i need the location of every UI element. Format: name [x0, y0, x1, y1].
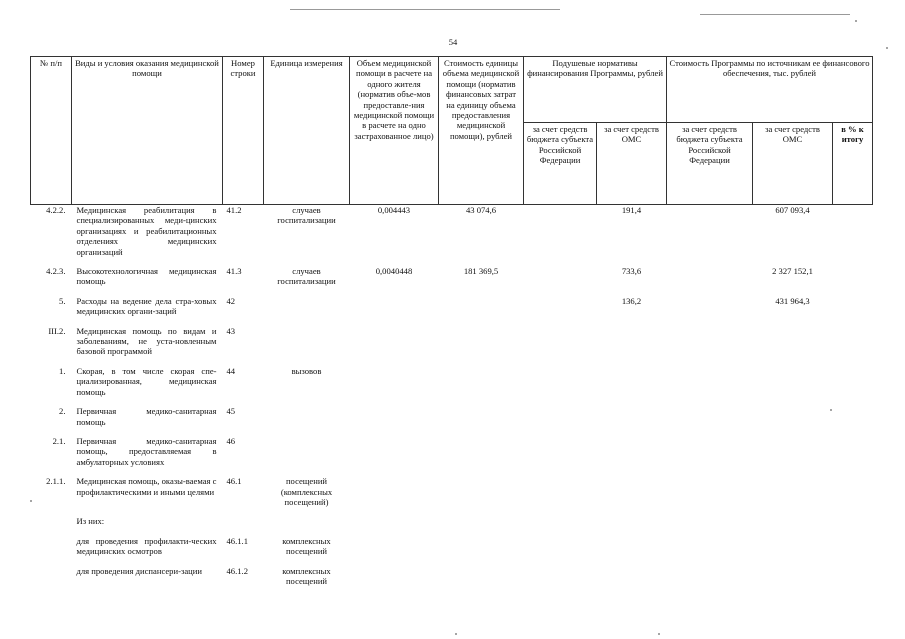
- row-percent: [833, 205, 873, 267]
- row-cost: 181 369,5: [463, 266, 499, 277]
- row-volume: [350, 366, 439, 406]
- row-volume: [350, 536, 439, 566]
- table-row: [31, 266, 873, 296]
- table-row: [31, 406, 873, 436]
- table-row: [31, 566, 873, 596]
- row-num: 1.: [59, 365, 66, 376]
- row-pc-oms: 191,4: [621, 205, 642, 215]
- row-cost-budget: [667, 366, 753, 406]
- row-line-number: 42: [226, 295, 236, 306]
- row-cost-budget: [667, 566, 753, 596]
- table-row: [31, 516, 873, 535]
- row-num: [31, 566, 72, 596]
- row-unit: [264, 406, 350, 436]
- table-row: [31, 205, 873, 267]
- row-cost-oms: [753, 536, 833, 566]
- row-line-number: 44: [226, 365, 236, 376]
- page-number: 54: [448, 37, 458, 47]
- header-num: № п/п: [31, 57, 72, 205]
- header-name: Виды и условия оказания медицинской помощи: [72, 57, 223, 205]
- row-line-number: 41.2: [226, 205, 242, 215]
- row-num: [31, 536, 72, 566]
- row-cost-budget: [667, 536, 753, 566]
- row-line-number: 45: [226, 406, 236, 417]
- row-name: Первичная медико-санитарная помощь: [76, 406, 217, 427]
- scan-speck: [455, 633, 457, 635]
- row-pc-oms: 733,6: [621, 266, 642, 277]
- row-cost-oms: 607 093,4: [775, 205, 810, 215]
- row-pc-oms: [597, 476, 667, 516]
- row-pc-budget: [524, 326, 597, 366]
- row-pc-budget: [524, 205, 597, 267]
- header-per-capita-group: Подушевые нормативы финансирования Программы, рублей: [524, 57, 667, 123]
- row-cost: [439, 326, 524, 366]
- row-unit: [264, 296, 350, 326]
- row-percent: [833, 296, 873, 326]
- row-name: Медицинская помощь по видам и заболеваниям, не уста-новленным базовой программой: [76, 325, 217, 357]
- row-volume: [350, 566, 439, 596]
- row-volume: [350, 516, 439, 535]
- row-num: 5.: [59, 295, 66, 306]
- table-body: [31, 205, 873, 596]
- row-pc-budget: [524, 296, 597, 326]
- header-cost: Стоимость единицы объема медицинской помощи (норматив финансовых затрат на единицу объема предоставления медицинской помощи), рублей: [439, 57, 524, 205]
- row-percent: [833, 536, 873, 566]
- row-pc-oms: 136,2: [621, 295, 642, 306]
- row-volume: [350, 406, 439, 436]
- row-volume: [350, 296, 439, 326]
- row-unit: случаев госпитализации: [277, 266, 336, 287]
- row-name: Первичная медико-санитарная помощь, предоставляемая в амбулаторных условиях: [76, 435, 217, 467]
- row-percent: [833, 326, 873, 366]
- row-name: Скорая, в том числе скорая спе-циализированная, медицинская помощь: [76, 365, 217, 397]
- row-volume: 0,0040448: [375, 266, 413, 277]
- top-scan-line-right: [700, 14, 850, 15]
- row-cost: [439, 366, 524, 406]
- table-row: [31, 326, 873, 366]
- row-cost-oms: 2 327 152,1: [772, 266, 813, 277]
- row-num: 4.2.3.: [46, 266, 66, 277]
- header-unit: Единица измерения: [264, 57, 350, 205]
- row-line-number: 43: [226, 325, 236, 336]
- table-row: [31, 536, 873, 566]
- row-volume: [350, 326, 439, 366]
- row-unit: вызовов: [291, 365, 322, 376]
- row-cost-oms: [753, 326, 833, 366]
- row-volume: [350, 476, 439, 516]
- program-cost-table: [30, 56, 873, 595]
- row-cost-oms: [753, 566, 833, 596]
- row-percent: [833, 406, 873, 436]
- header-cost-percent: в % к итогу: [833, 123, 873, 205]
- row-cost: [439, 406, 524, 436]
- row-unit: посещений (комплексных посещений): [280, 476, 333, 507]
- row-cost-budget: [667, 436, 753, 476]
- row-cost-budget: [667, 476, 753, 516]
- row-unit: комплексных посещений: [282, 565, 331, 586]
- row-cost-budget: [667, 296, 753, 326]
- row-unit: случаев госпитализации: [277, 205, 336, 226]
- row-cost-oms: [753, 366, 833, 406]
- row-name: Расходы на ведение дела стра-ховых медицинских органи-заций: [76, 295, 217, 317]
- row-pc-budget: [524, 406, 597, 436]
- row-num: 2.1.: [52, 435, 66, 446]
- row-pc-budget: [524, 436, 597, 476]
- row-cost: [439, 476, 524, 516]
- row-pc-budget: [524, 566, 597, 596]
- row-line-number: 46.1: [226, 476, 242, 487]
- row-cost: [439, 516, 524, 535]
- row-cost-oms: [753, 476, 833, 516]
- row-cost: [439, 566, 524, 596]
- row-unit: [264, 516, 350, 535]
- row-cost: [439, 296, 524, 326]
- row-cost-oms: [753, 406, 833, 436]
- row-percent: [833, 436, 873, 476]
- row-pc-oms: [597, 436, 667, 476]
- row-pc-oms: [597, 516, 667, 535]
- row-volume: [350, 436, 439, 476]
- row-num: 4.2.2.: [46, 205, 66, 215]
- row-volume: 0,004443: [377, 205, 411, 215]
- row-cost-budget: [667, 205, 753, 267]
- row-line-number: 41.3: [226, 266, 242, 277]
- row-pc-oms: [597, 566, 667, 596]
- row-name: Медицинская реабилитация в специализированных меди-цинских организациях и реабилитационных отделениях медицинских организаций: [76, 205, 217, 257]
- row-name: для проведения профилакти-ческих медицинских осмотров: [76, 535, 217, 557]
- scan-speck: [855, 20, 857, 22]
- row-pc-oms: [597, 406, 667, 436]
- row-pc-oms: [597, 536, 667, 566]
- row-num: 2.1.1.: [46, 476, 66, 487]
- row-cost-oms: [753, 516, 833, 535]
- row-name: для проведения диспансери-зации: [76, 565, 202, 576]
- row-pc-budget: [524, 536, 597, 566]
- row-pc-budget: [524, 476, 597, 516]
- table-header: [31, 57, 873, 205]
- row-cost-budget: [667, 326, 753, 366]
- row-cost: 43 074,6: [465, 205, 497, 215]
- header-pc-budget: за счет средств бюджета субъекта Российской Федерации: [524, 123, 597, 205]
- row-pc-oms: [597, 326, 667, 366]
- row-unit: комплексных посещений: [282, 535, 331, 557]
- row-name: Из них:: [76, 516, 105, 527]
- row-pc-budget: [524, 366, 597, 406]
- row-cost-budget: [667, 516, 753, 535]
- row-percent: [833, 516, 873, 535]
- row-num: [31, 516, 72, 535]
- row-line-number: 46.1.1: [226, 535, 248, 546]
- row-num: III.2.: [48, 325, 66, 336]
- row-unit: [264, 326, 350, 366]
- header-pc-oms: за счет средств ОМС: [597, 123, 667, 205]
- table-row: [31, 296, 873, 326]
- row-cost-budget: [667, 406, 753, 436]
- row-pc-budget: [524, 516, 597, 535]
- row-pc-oms: [597, 366, 667, 406]
- header-line: Номер строки: [223, 57, 264, 205]
- header-cost-oms: за счет средств ОМС: [753, 123, 833, 205]
- table-row: [31, 366, 873, 406]
- scan-speck: [886, 47, 888, 49]
- top-scan-line: [290, 9, 560, 10]
- row-line-number: 46: [226, 435, 236, 446]
- row-cost: [439, 536, 524, 566]
- row-cost-oms: 431 964,3: [775, 295, 810, 306]
- row-name: Медицинская помощь, оказы-ваемая с профилактическими и иными целями: [76, 476, 217, 497]
- header-program-cost-group: Стоимость Программы по источникам ее финансового обеспечения, тыс. рублей: [667, 57, 873, 123]
- row-cost: [439, 436, 524, 476]
- scan-speck: [658, 633, 660, 635]
- row-pc-budget: [524, 266, 597, 296]
- table-row: [31, 436, 873, 476]
- header-volume: Объем медицинской помощи в расчете на одного жителя (норматив объе-мов предоставле-ния медицинской помощи в расчете на одно застрахованное лицо): [350, 57, 439, 205]
- row-cost-budget: [667, 266, 753, 296]
- row-line-number: 46.1.2: [226, 565, 248, 576]
- table-row: [31, 476, 873, 516]
- row-cost-oms: [753, 436, 833, 476]
- header-cost-budget: за счет средств бюджета субъекта Российской Федерации: [667, 123, 753, 205]
- row-percent: [833, 566, 873, 596]
- row-line-number: [223, 516, 264, 535]
- row-percent: [833, 476, 873, 516]
- row-percent: [833, 366, 873, 406]
- row-unit: [264, 436, 350, 476]
- row-name: Высокотехнологичная медицинская помощь: [76, 266, 217, 287]
- row-num: 2.: [59, 406, 66, 417]
- row-percent: [833, 266, 873, 296]
